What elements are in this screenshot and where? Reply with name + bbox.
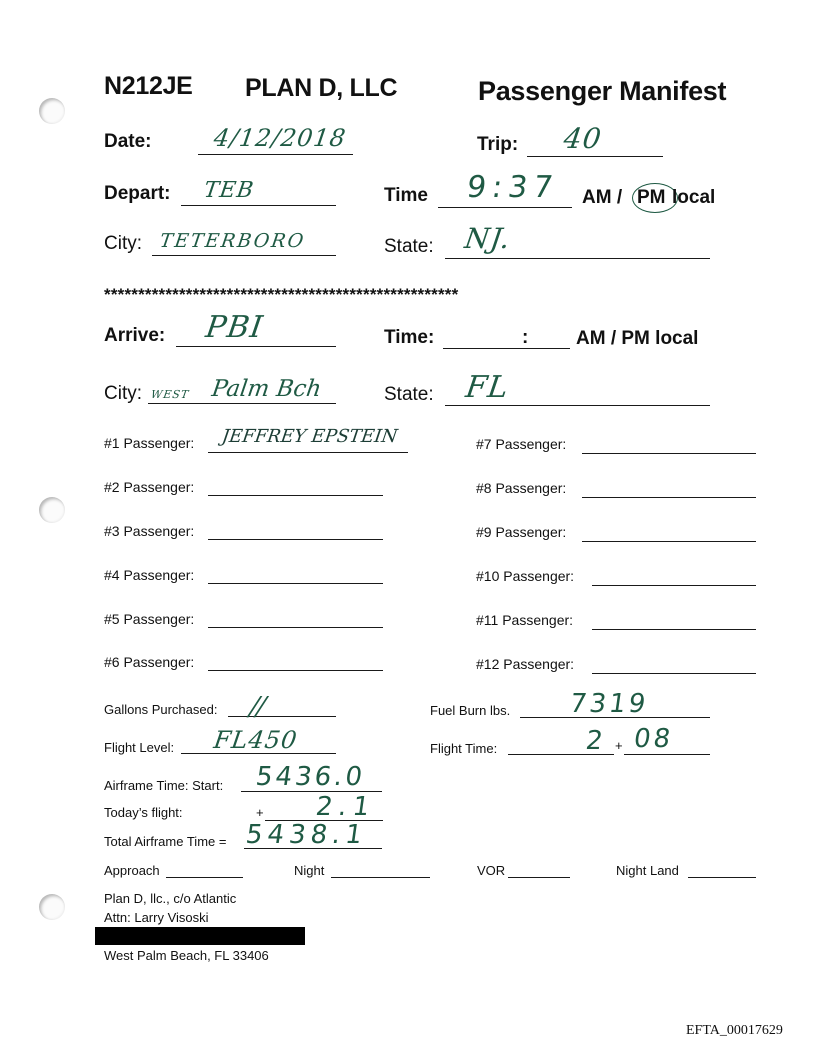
punch-hole-top xyxy=(39,98,65,124)
arrive-ampm: AM / PM local xyxy=(576,328,699,349)
passenger-11-label: #11 Passenger: xyxy=(476,612,574,628)
form-title: Passenger Manifest xyxy=(478,76,727,106)
arrive-city-value: Palm Bch xyxy=(210,376,324,402)
airframe-start-label: Airframe Time: Start: xyxy=(104,778,224,793)
depart-line xyxy=(181,205,336,206)
trip-value: 40 xyxy=(561,122,604,155)
flight-time-hours-value: 2 xyxy=(583,726,606,756)
gallons-line xyxy=(228,716,336,717)
flight-level-label: Flight Level: xyxy=(104,740,175,755)
passenger-4-label: #4 Passenger: xyxy=(104,567,195,583)
depart-ampm-local: local xyxy=(672,187,716,208)
approach-line xyxy=(166,877,243,878)
passenger-7-label: #7 Passenger: xyxy=(476,436,567,452)
night-land-label: Night Land xyxy=(616,863,679,878)
total-airframe-value: 5438.1 xyxy=(243,820,370,850)
depart-time-line xyxy=(438,207,572,208)
tail-number: N212JE xyxy=(104,72,193,100)
passenger-2-line xyxy=(208,495,383,496)
depart-ampm-am: AM / xyxy=(582,187,623,208)
depart-state-line xyxy=(445,258,710,259)
arrive-city-label: City: xyxy=(104,383,142,404)
flight-time-minutes-value: 08 xyxy=(631,724,676,754)
passenger-1-value: JEFFREY EPSTEIN xyxy=(220,426,399,447)
punch-hole-bottom xyxy=(39,894,65,920)
gallons-value: // xyxy=(247,692,266,722)
company-name: PLAN D, LLC xyxy=(245,74,398,102)
depart-city-label: City: xyxy=(104,233,142,254)
separator-asterisks: **************************************************** xyxy=(104,285,459,304)
bates-number: EFTA_00017629 xyxy=(686,1023,783,1038)
passenger-3-line xyxy=(208,539,383,540)
fuel-burn-value: 7319 xyxy=(567,689,651,719)
depart-time-label: Time xyxy=(384,185,429,206)
passenger-8-label: #8 Passenger: xyxy=(476,480,567,496)
gallons-label: Gallons Purchased: xyxy=(104,702,218,717)
depart-state-value: NJ. xyxy=(462,222,513,255)
address-line-2: Attn: Larry Visoski xyxy=(104,910,209,925)
passenger-10-line xyxy=(592,585,756,586)
total-airframe-label: Total Airframe Time = xyxy=(104,834,227,849)
arrive-label: Arrive: xyxy=(104,325,166,346)
arrive-state-value: FL xyxy=(463,370,512,405)
passenger-3-label: #3 Passenger: xyxy=(104,523,195,539)
passenger-1-label: #1 Passenger: xyxy=(104,435,195,451)
flight-time-plus: + xyxy=(615,738,623,753)
arrive-time-label: Time: xyxy=(384,327,435,348)
passenger-9-line xyxy=(582,541,756,542)
arrive-city-line xyxy=(148,403,336,404)
depart-city-value: TETERBORO xyxy=(158,230,307,252)
night-label: Night xyxy=(294,863,325,878)
passenger-5-label: #5 Passenger: xyxy=(104,611,195,627)
night-land-line xyxy=(688,877,756,878)
punch-hole-middle xyxy=(39,497,65,523)
passenger-1-line xyxy=(208,452,408,453)
depart-time-value: 9:37 xyxy=(464,170,561,205)
date-line xyxy=(198,154,353,155)
airframe-start-value: 5436.0 xyxy=(253,762,368,792)
today-flight-label: Today’s flight: xyxy=(104,805,183,820)
flight-time-label: Flight Time: xyxy=(430,741,498,756)
passenger-2-label: #2 Passenger: xyxy=(104,479,195,495)
arrive-value: PBI xyxy=(203,310,266,345)
depart-label: Depart: xyxy=(104,183,171,204)
flight-time-line-minutes xyxy=(624,754,710,755)
depart-ampm-pm: PM xyxy=(637,187,666,208)
flight-level-value: FL450 xyxy=(212,726,300,754)
arrive-state-label: State: xyxy=(384,384,434,405)
passenger-6-label: #6 Passenger: xyxy=(104,654,195,670)
address-line-4: West Palm Beach, FL 33406 xyxy=(104,948,269,963)
passenger-6-line xyxy=(208,670,383,671)
passenger-12-label: #12 Passenger: xyxy=(476,656,575,672)
passenger-12-line xyxy=(592,673,756,674)
fuel-burn-label: Fuel Burn lbs. xyxy=(430,703,511,718)
trip-label: Trip: xyxy=(477,134,519,155)
arrive-time-colon: : xyxy=(522,327,529,348)
arrive-city-value-small: WEST xyxy=(150,388,191,401)
passenger-11-line xyxy=(592,629,756,630)
vor-line xyxy=(508,877,570,878)
passenger-5-line xyxy=(208,627,383,628)
depart-value: TEB xyxy=(202,178,256,203)
depart-state-label: State: xyxy=(384,236,434,257)
passenger-9-label: #9 Passenger: xyxy=(476,524,567,540)
trip-line xyxy=(527,156,663,157)
arrive-time-line xyxy=(443,348,570,349)
today-flight-value: 2.1 xyxy=(313,792,378,822)
approach-label: Approach xyxy=(104,863,160,878)
passenger-7-line xyxy=(582,453,756,454)
today-flight-plus: + xyxy=(256,805,264,820)
date-value: 4/12/2018 xyxy=(212,124,349,152)
redaction-bar xyxy=(95,927,305,945)
date-label: Date: xyxy=(104,131,152,152)
arrive-line xyxy=(176,346,336,347)
arrive-state-line xyxy=(445,405,710,406)
address-line-1: Plan D, llc., c/o Atlantic xyxy=(104,891,237,906)
vor-label: VOR xyxy=(477,863,506,878)
depart-city-line xyxy=(152,255,336,256)
night-line xyxy=(331,877,430,878)
passenger-8-line xyxy=(582,497,756,498)
passenger-4-line xyxy=(208,583,383,584)
passenger-10-label: #10 Passenger: xyxy=(476,568,575,584)
